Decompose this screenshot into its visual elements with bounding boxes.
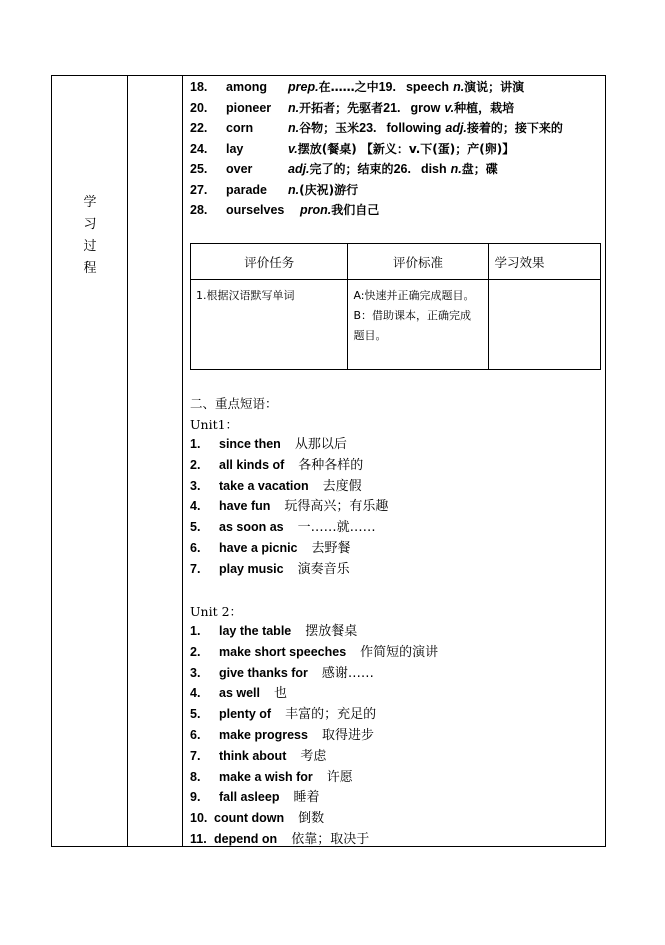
eval-effect-cell xyxy=(488,280,600,370)
eval-header-task: 评价任务 xyxy=(191,244,348,280)
phrase-chinese: 倒数 xyxy=(298,811,325,827)
vocab-meaning: 开拓者；先驱者 xyxy=(299,100,384,115)
phrase-english: all kinds of xyxy=(219,457,285,472)
phrase-row xyxy=(190,642,438,663)
eval-header-effect: 学习效果 xyxy=(488,244,600,280)
phrase-chinese: 摆放餐桌 xyxy=(305,624,358,639)
vocab-number: 19. xyxy=(378,80,396,94)
phrase-chinese: 去度假 xyxy=(322,478,362,494)
phrase-row xyxy=(190,725,374,746)
vocab-pos: prep. xyxy=(288,80,319,94)
phrase-row xyxy=(190,559,350,580)
vocab-pos: n. xyxy=(450,162,462,176)
section-label-char: 习 xyxy=(83,217,97,232)
phrase-number: 3. xyxy=(190,665,201,680)
section-label-cell xyxy=(52,76,128,846)
vocab-pos: v. xyxy=(444,100,455,115)
eval-task: 1.根据汉语默写单词 xyxy=(196,289,295,302)
eval-task-cell xyxy=(191,280,348,370)
phrase-row xyxy=(190,434,347,455)
vocab-word: corn xyxy=(226,121,254,135)
phrase-chinese: 去野餐 xyxy=(311,541,351,556)
content-cell xyxy=(190,76,602,846)
phrase-english: as well xyxy=(219,686,260,701)
vocab-meaning: 谷物；玉米 xyxy=(299,121,360,135)
vocab-meaning: (庆祝)游行 xyxy=(299,182,359,197)
vocab-number: 25. xyxy=(190,162,208,176)
vocab-number: 24. xyxy=(190,141,208,156)
phrase-english: make progress xyxy=(219,728,308,742)
phrase-chinese: 丰富的；充足的 xyxy=(285,707,377,723)
phrase-chinese: 作简短的演讲 xyxy=(360,644,439,660)
eval-criteria-cell xyxy=(348,280,488,370)
phrase-english: as soon as xyxy=(219,520,284,535)
vocab-row xyxy=(190,77,524,97)
phrases-heading: 二、重点短语： xyxy=(190,396,278,411)
phrase-row xyxy=(190,829,369,850)
phrase-number: 7. xyxy=(190,748,201,763)
vocab-pos: adj. xyxy=(445,121,467,135)
phrase-english: count down xyxy=(214,811,285,826)
phrase-english: play music xyxy=(219,561,284,576)
phrase-number: 7. xyxy=(190,561,201,576)
phrase-row xyxy=(190,496,388,517)
phrase-english: lay the table xyxy=(219,624,292,638)
vocab-pos: adj. xyxy=(288,162,310,176)
phrase-chinese: 演奏音乐 xyxy=(297,561,350,577)
phrase-english: have fun xyxy=(219,499,271,514)
phrase-number: 5. xyxy=(190,520,201,535)
phrase-english: think about xyxy=(219,748,287,763)
vocab-word: grow xyxy=(410,100,441,115)
phrase-chinese: 玩得高兴；有乐趣 xyxy=(284,499,389,515)
phrase-chinese: 感谢…… xyxy=(321,665,374,681)
phrase-english: depend on xyxy=(214,832,278,846)
vocab-meaning: 摆放(餐桌) 【新义：v.下(蛋)；产(卵)】 xyxy=(297,141,515,156)
evaluation-table xyxy=(190,243,601,370)
phrase-number: 2. xyxy=(190,644,201,659)
vocab-word: lay xyxy=(226,141,244,156)
phrase-number: 4. xyxy=(190,499,201,514)
vocab-word: over xyxy=(226,162,253,176)
phrase-row xyxy=(190,663,374,684)
phrase-row xyxy=(190,746,326,767)
vocab-number: 22. xyxy=(190,121,208,135)
phrase-row xyxy=(190,808,324,829)
vocab-row xyxy=(190,159,498,179)
phrase-chinese: 考虑 xyxy=(300,748,327,764)
vocab-row xyxy=(190,118,563,138)
phrase-number: 1. xyxy=(190,437,201,451)
phrase-english: make short speeches xyxy=(219,644,347,659)
phrase-number: 11. xyxy=(190,832,207,846)
eval-criteria-b2: 题目。 xyxy=(353,329,387,342)
phrase-chinese: 依靠；取决于 xyxy=(291,832,370,847)
phrase-row xyxy=(190,787,319,808)
section-label-char: 程 xyxy=(83,261,97,276)
phrase-number: 1. xyxy=(190,624,201,638)
phrase-row xyxy=(190,704,376,725)
phrase-chinese: 许愿 xyxy=(326,769,353,785)
vocab-word: parade xyxy=(226,182,267,197)
section-label-char: 学 xyxy=(83,195,97,210)
phrase-row xyxy=(190,621,357,642)
vocab-row xyxy=(190,139,514,159)
vocab-word: pioneer xyxy=(226,100,272,115)
vocab-pos: n. xyxy=(288,121,300,135)
phrase-chinese: 一……就…… xyxy=(297,520,376,536)
section-label xyxy=(52,192,128,280)
vocab-meaning: 在……之中 xyxy=(318,80,379,94)
vocab-row xyxy=(190,98,514,118)
phrase-number: 9. xyxy=(190,790,201,805)
phrase-number: 6. xyxy=(190,728,201,742)
vocab-number: 26. xyxy=(393,162,411,176)
phrase-number: 2. xyxy=(190,457,201,472)
phrase-row xyxy=(190,767,353,788)
phrase-number: 6. xyxy=(190,541,201,555)
phrase-row xyxy=(190,538,351,559)
vocab-row xyxy=(190,200,379,220)
phrase-english: fall asleep xyxy=(219,790,280,805)
eval-header-criteria: 评价标准 xyxy=(348,244,488,280)
vocab-pos: pron. xyxy=(300,203,332,217)
phrase-english: take a vacation xyxy=(219,478,309,493)
vocab-row xyxy=(190,180,358,200)
vocab-meaning: 盘；碟 xyxy=(461,162,498,176)
vocab-meaning: 完了的；结束的 xyxy=(309,162,394,176)
vocab-pos: n. xyxy=(288,100,300,115)
vocab-pos: v. xyxy=(288,141,298,156)
phrase-row xyxy=(190,476,362,497)
phrase-number: 3. xyxy=(190,478,201,493)
vocab-word: dish xyxy=(420,162,447,176)
vocab-meaning: 种植，栽培 xyxy=(454,100,515,115)
vocab-pos: n. xyxy=(453,80,465,94)
vocab-meaning: 演说；讲演 xyxy=(464,80,525,94)
vocab-number: 27. xyxy=(190,182,208,197)
phrase-english: have a picnic xyxy=(219,541,298,555)
unit1-title: Unit1： xyxy=(190,417,239,432)
vocab-number: 28. xyxy=(190,203,208,217)
phrase-number: 5. xyxy=(190,707,201,722)
lesson-table xyxy=(51,75,606,847)
phrase-chinese: 也 xyxy=(274,686,288,702)
phrase-number: 10. xyxy=(190,811,208,826)
vocab-number: 23. xyxy=(359,121,377,135)
vocab-meaning: 接着的；接下来的 xyxy=(466,121,563,135)
phrase-row xyxy=(190,517,376,538)
phrase-chinese: 取得进步 xyxy=(321,728,374,743)
vocab-number: 20. xyxy=(190,100,208,115)
phrase-row xyxy=(190,683,287,704)
phrase-chinese: 从那以后 xyxy=(294,437,347,452)
phrase-english: make a wish for xyxy=(219,769,313,784)
eval-criteria-b: B：借助课本，正确完成 xyxy=(353,309,471,322)
phrase-chinese: 睡着 xyxy=(293,790,320,806)
phrase-row xyxy=(190,455,363,476)
phrase-number: 4. xyxy=(190,686,201,701)
vocab-word: ourselves xyxy=(226,203,285,217)
phrase-chinese: 各种各样的 xyxy=(298,457,364,473)
vocab-word: among xyxy=(226,80,267,94)
phrase-english: give thanks for xyxy=(219,665,308,680)
empty-column-cell xyxy=(128,76,183,846)
eval-criteria-a: A:快速并正确完成题目。 xyxy=(353,289,475,302)
vocab-meaning: 我们自己 xyxy=(331,203,380,217)
vocab-number: 21. xyxy=(383,100,401,115)
section-label-char: 过 xyxy=(83,239,97,254)
phrase-english: plenty of xyxy=(219,707,272,722)
phrase-number: 8. xyxy=(190,769,201,784)
vocab-word: speech xyxy=(405,80,450,94)
phrase-english: since then xyxy=(219,437,281,451)
vocab-word: following xyxy=(386,121,442,135)
unit2-title: Unit 2： xyxy=(190,604,243,619)
vocab-number: 18. xyxy=(190,80,208,94)
vocab-pos: n. xyxy=(288,182,300,197)
